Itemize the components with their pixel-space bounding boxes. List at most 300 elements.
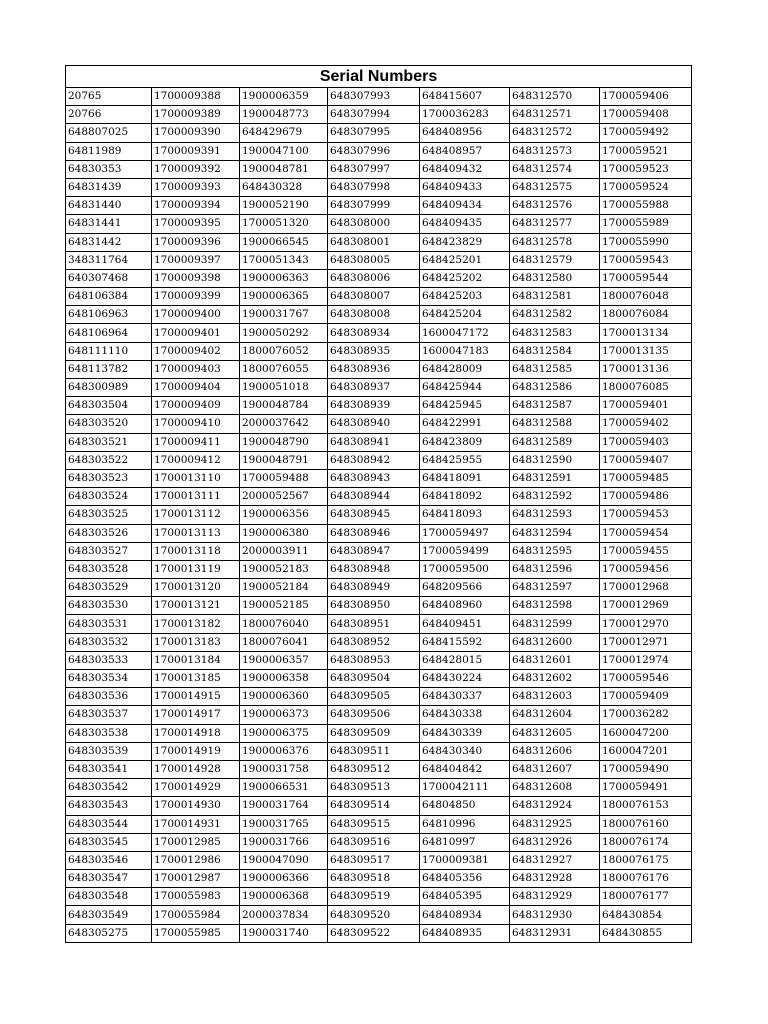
table-row — [66, 178, 692, 196]
serial-cell: 648312602 — [510, 670, 600, 688]
serial-cell: 1700009397 — [152, 251, 240, 269]
table-row — [66, 324, 692, 342]
serial-cell: 648312570 — [510, 88, 600, 106]
serial-cell: 648308947 — [328, 542, 420, 560]
serial-cell: 648308949 — [328, 579, 420, 597]
serial-cell: 64831442 — [66, 233, 152, 251]
serial-cell: 648430338 — [420, 706, 510, 724]
serial-cell: 1800076055 — [240, 360, 328, 378]
serial-cell: 1700009404 — [152, 379, 240, 397]
serial-cell: 348311764 — [66, 251, 152, 269]
serial-cell: 1700051320 — [240, 215, 328, 233]
serial-cell: 1900006358 — [240, 670, 328, 688]
serial-cell: 648312576 — [510, 197, 600, 215]
serial-cell: 648425945 — [420, 397, 510, 415]
table-row — [66, 815, 692, 833]
serial-cell: 648312575 — [510, 178, 600, 196]
serial-cell: 1700059491 — [600, 779, 692, 797]
serial-cell: 648312585 — [510, 360, 600, 378]
serial-cell: 648312924 — [510, 797, 600, 815]
serial-cell: 648312597 — [510, 579, 600, 597]
serial-cell: 648409434 — [420, 197, 510, 215]
serial-cell: 1700009400 — [152, 306, 240, 324]
serial-cell: 648312601 — [510, 651, 600, 669]
serial-cell: 1700009381 — [420, 851, 510, 869]
serial-cell: 648305275 — [66, 924, 152, 942]
serial-cell: 1700009403 — [152, 360, 240, 378]
serial-cell: 648308937 — [328, 379, 420, 397]
serial-cell: 648312929 — [510, 888, 600, 906]
serial-cell: 648428015 — [420, 651, 510, 669]
serial-cell: 64810996 — [420, 815, 510, 833]
serial-cell: 1700051343 — [240, 251, 328, 269]
table-row — [66, 88, 692, 106]
serial-cell: 648303522 — [66, 451, 152, 469]
serial-cell: 648308000 — [328, 215, 420, 233]
serial-cell: 648303539 — [66, 742, 152, 760]
serial-cell: 648408935 — [420, 924, 510, 942]
serial-cell: 648418091 — [420, 469, 510, 487]
serial-cell: 648309517 — [328, 851, 420, 869]
serial-cell: 648300989 — [66, 379, 152, 397]
serial-cell: 648312925 — [510, 815, 600, 833]
serial-cell: 648308936 — [328, 360, 420, 378]
serial-cell: 648303504 — [66, 397, 152, 415]
serial-cell: 1600047201 — [600, 742, 692, 760]
serial-cell: 1700013134 — [600, 324, 692, 342]
serial-cell: 648303537 — [66, 706, 152, 724]
serial-cell: 648308946 — [328, 524, 420, 542]
serial-cell: 648308953 — [328, 651, 420, 669]
table-row — [66, 760, 692, 778]
serial-cell: 1700013112 — [152, 506, 240, 524]
serial-cell: 2000037834 — [240, 906, 328, 924]
serial-cell: 1900006357 — [240, 651, 328, 669]
serial-cell: 648308006 — [328, 269, 420, 287]
table-row — [66, 451, 692, 469]
serial-cell: 648312590 — [510, 451, 600, 469]
serial-cell: 1700059401 — [600, 397, 692, 415]
serial-cell: 648430328 — [240, 178, 328, 196]
serial-cell: 648309514 — [328, 797, 420, 815]
serial-cell: 648312593 — [510, 506, 600, 524]
serial-cell: 648106963 — [66, 306, 152, 324]
table-row — [66, 706, 692, 724]
serial-cell: 1700013121 — [152, 597, 240, 615]
table-row — [66, 360, 692, 378]
serial-cell: 648312598 — [510, 597, 600, 615]
serial-cell: 648307997 — [328, 160, 420, 178]
serial-cell: 1900006368 — [240, 888, 328, 906]
serial-cell: 1700055983 — [152, 888, 240, 906]
table-row — [66, 851, 692, 869]
serial-cell: 648423809 — [420, 433, 510, 451]
serial-cell: 1900052183 — [240, 560, 328, 578]
table-row — [66, 833, 692, 851]
serial-cell: 1700014918 — [152, 724, 240, 742]
serial-cell: 648312578 — [510, 233, 600, 251]
serial-cell: 648423829 — [420, 233, 510, 251]
serial-cell: 648312588 — [510, 415, 600, 433]
serial-cell: 1600047200 — [600, 724, 692, 742]
serial-cell: 1900006365 — [240, 288, 328, 306]
serial-cell: 648430339 — [420, 724, 510, 742]
serial-cell: 648309515 — [328, 815, 420, 833]
serial-cell: 648308945 — [328, 506, 420, 524]
table-row — [66, 742, 692, 760]
serial-cell: 1900052184 — [240, 579, 328, 597]
serial-cell: 2000052567 — [240, 488, 328, 506]
serial-cell: 1700059544 — [600, 269, 692, 287]
serial-cell: 1700059406 — [600, 88, 692, 106]
serial-cell: 648312604 — [510, 706, 600, 724]
serial-cell: 1700059488 — [240, 469, 328, 487]
serial-cell: 1700059453 — [600, 506, 692, 524]
serial-cell: 648308948 — [328, 560, 420, 578]
serial-cell: 64810997 — [420, 833, 510, 851]
serial-cell: 1700013136 — [600, 360, 692, 378]
serial-cell: 2000037642 — [240, 415, 328, 433]
serial-cell: 1900048790 — [240, 433, 328, 451]
serial-cell: 648308935 — [328, 342, 420, 360]
serial-cell: 648308944 — [328, 488, 420, 506]
serial-cell: 1700013110 — [152, 469, 240, 487]
serial-cell: 1700014931 — [152, 815, 240, 833]
serial-cell: 648409451 — [420, 615, 510, 633]
serial-cell: 1700059408 — [600, 106, 692, 124]
serial-cell: 1700059407 — [600, 451, 692, 469]
serial-cell: 648309504 — [328, 670, 420, 688]
serial-cell: 1700055989 — [600, 215, 692, 233]
serial-cell: 1700055984 — [152, 906, 240, 924]
serial-cell: 1800076041 — [240, 633, 328, 651]
serial-cell: 64831440 — [66, 197, 152, 215]
serial-cell: 1700059546 — [600, 670, 692, 688]
serial-cell: 648307994 — [328, 106, 420, 124]
serial-cell: 648312594 — [510, 524, 600, 542]
serial-cell: 1700013135 — [600, 342, 692, 360]
serial-cell: 648312586 — [510, 379, 600, 397]
table-row — [66, 924, 692, 942]
serial-cell: 648312573 — [510, 142, 600, 160]
serial-cell: 1900052185 — [240, 597, 328, 615]
serial-cell: 1700009412 — [152, 451, 240, 469]
serial-cell: 648404842 — [420, 760, 510, 778]
serial-cell: 648309519 — [328, 888, 420, 906]
serial-cell: 1700012971 — [600, 633, 692, 651]
serial-cell: 648303545 — [66, 833, 152, 851]
serial-cell: 648312574 — [510, 160, 600, 178]
table-row — [66, 342, 692, 360]
serial-cell: 648308952 — [328, 633, 420, 651]
serial-cell: 1900006376 — [240, 742, 328, 760]
serial-cell: 64831441 — [66, 215, 152, 233]
serial-cell: 1900052190 — [240, 197, 328, 215]
serial-cell: 1700009402 — [152, 342, 240, 360]
serial-cell: 648312926 — [510, 833, 600, 851]
serial-cell: 648425202 — [420, 269, 510, 287]
serial-cell: 1900006363 — [240, 269, 328, 287]
serial-cell: 1800076175 — [600, 851, 692, 869]
serial-cell: 1700059486 — [600, 488, 692, 506]
serial-cell: 648309505 — [328, 688, 420, 706]
serial-cell: 648807025 — [66, 124, 152, 142]
serial-cell: 648303524 — [66, 488, 152, 506]
table-row — [66, 142, 692, 160]
table-row — [66, 579, 692, 597]
serial-cell: 648308951 — [328, 615, 420, 633]
serial-cell: 648307996 — [328, 142, 420, 160]
serial-cell: 648425203 — [420, 288, 510, 306]
serial-cell: 648308940 — [328, 415, 420, 433]
serial-cell: 648312583 — [510, 324, 600, 342]
serial-cell: 648307995 — [328, 124, 420, 142]
serial-cell: 1700009392 — [152, 160, 240, 178]
serial-cell: 648425955 — [420, 451, 510, 469]
serial-cell: 1700012970 — [600, 615, 692, 633]
serial-cell: 640307468 — [66, 269, 152, 287]
serial-cell: 1900006366 — [240, 870, 328, 888]
serial-cell: 1900031758 — [240, 760, 328, 778]
serial-cell: 1800076040 — [240, 615, 328, 633]
table-row — [66, 870, 692, 888]
serial-cell: 648307999 — [328, 197, 420, 215]
serial-cell: 1900006360 — [240, 688, 328, 706]
serial-cell: 648425201 — [420, 251, 510, 269]
table-row — [66, 306, 692, 324]
serial-cell: 1700013113 — [152, 524, 240, 542]
table-row — [66, 469, 692, 487]
table-row — [66, 251, 692, 269]
table-row — [66, 197, 692, 215]
serial-cell: 648308005 — [328, 251, 420, 269]
serial-cell: 648312589 — [510, 433, 600, 451]
serial-cell: 648303541 — [66, 760, 152, 778]
serial-cell: 1700059454 — [600, 524, 692, 542]
serial-cell: 648309509 — [328, 724, 420, 742]
table-row — [66, 597, 692, 615]
serial-cell: 648308942 — [328, 451, 420, 469]
serial-cell: 1900048784 — [240, 397, 328, 415]
serial-cell: 648106964 — [66, 324, 152, 342]
table-row — [66, 124, 692, 142]
serial-cell: 648425204 — [420, 306, 510, 324]
serial-cell: 648303525 — [66, 506, 152, 524]
serial-cell: 1600047172 — [420, 324, 510, 342]
serial-cell: 648309513 — [328, 779, 420, 797]
serial-cell: 648425944 — [420, 379, 510, 397]
serial-cell: 20766 — [66, 106, 152, 124]
serial-cell: 648303538 — [66, 724, 152, 742]
serial-cell: 1700009396 — [152, 233, 240, 251]
serial-cell: 1700059456 — [600, 560, 692, 578]
serial-cell: 648312571 — [510, 106, 600, 124]
table-row — [66, 524, 692, 542]
serial-cell: 648308941 — [328, 433, 420, 451]
serial-cell: 1700009391 — [152, 142, 240, 160]
serial-cell: 1700059497 — [420, 524, 510, 542]
serial-cell: 648309512 — [328, 760, 420, 778]
serial-cell: 648111110 — [66, 342, 152, 360]
serial-cell: 648303520 — [66, 415, 152, 433]
table-row — [66, 433, 692, 451]
serial-cell: 648309511 — [328, 742, 420, 760]
serial-cell: 648303521 — [66, 433, 152, 451]
serial-cell: 648303531 — [66, 615, 152, 633]
serial-cell: 648415607 — [420, 88, 510, 106]
serial-cell: 648408934 — [420, 906, 510, 924]
serial-cell: 648303544 — [66, 815, 152, 833]
serial-cell: 648409433 — [420, 178, 510, 196]
serial-cell: 1700013182 — [152, 615, 240, 633]
serial-cell: 1900031765 — [240, 815, 328, 833]
serial-cell: 648309520 — [328, 906, 420, 924]
serial-cell: 1900066531 — [240, 779, 328, 797]
serial-cell: 648303534 — [66, 670, 152, 688]
serial-cell: 1700014919 — [152, 742, 240, 760]
serial-cell: 1700013111 — [152, 488, 240, 506]
serial-cell: 648312595 — [510, 542, 600, 560]
serial-cell: 1700013118 — [152, 542, 240, 560]
serial-cell: 1700036283 — [420, 106, 510, 124]
serial-cell: 648308008 — [328, 306, 420, 324]
table-row — [66, 670, 692, 688]
serial-cell: 1700009390 — [152, 124, 240, 142]
serial-cell: 1900031767 — [240, 306, 328, 324]
serial-cell: 648303528 — [66, 560, 152, 578]
serial-cell: 1800076085 — [600, 379, 692, 397]
serial-cell: 648106384 — [66, 288, 152, 306]
serial-cell: 648309506 — [328, 706, 420, 724]
serial-cell: 648408960 — [420, 597, 510, 615]
serial-cell: 1700013184 — [152, 651, 240, 669]
serial-cell: 1800076174 — [600, 833, 692, 851]
serial-cell: 1800076153 — [600, 797, 692, 815]
serial-cell: 1700012968 — [600, 579, 692, 597]
table-row — [66, 379, 692, 397]
serial-cell: 648113782 — [66, 360, 152, 378]
serial-cell: 1700009411 — [152, 433, 240, 451]
serial-cell: 648418093 — [420, 506, 510, 524]
serial-cell: 648303549 — [66, 906, 152, 924]
serial-cell: 648430224 — [420, 670, 510, 688]
serial-cell: 1800076176 — [600, 870, 692, 888]
serial-cell: 1700059523 — [600, 160, 692, 178]
serial-cell: 648312577 — [510, 215, 600, 233]
serial-cell: 648312605 — [510, 724, 600, 742]
serial-cell: 1700012974 — [600, 651, 692, 669]
serial-cell: 1700012986 — [152, 851, 240, 869]
serial-cell: 1700059492 — [600, 124, 692, 142]
table-body — [66, 88, 692, 943]
table-row — [66, 269, 692, 287]
serial-cell: 1900006356 — [240, 506, 328, 524]
serial-cell: 648308943 — [328, 469, 420, 487]
serial-cell: 1700014928 — [152, 760, 240, 778]
serial-cell: 648303533 — [66, 651, 152, 669]
serial-cell: 1700059524 — [600, 178, 692, 196]
table-row — [66, 397, 692, 415]
table-row — [66, 615, 692, 633]
serial-cell: 1900047100 — [240, 142, 328, 160]
serial-cell: 648415592 — [420, 633, 510, 651]
serial-cell: 648309518 — [328, 870, 420, 888]
table-row — [66, 779, 692, 797]
table-row — [66, 415, 692, 433]
serial-cell: 1700055988 — [600, 197, 692, 215]
serial-cell: 648308939 — [328, 397, 420, 415]
serial-cell: 1800076052 — [240, 342, 328, 360]
serial-cell: 648303543 — [66, 797, 152, 815]
serial-cell: 1700009399 — [152, 288, 240, 306]
serial-cell: 1700059402 — [600, 415, 692, 433]
serial-cell: 1700059485 — [600, 469, 692, 487]
serial-cell: 648430855 — [600, 924, 692, 942]
serial-cell: 1900031764 — [240, 797, 328, 815]
serial-cell: 1700036282 — [600, 706, 692, 724]
serial-cell: 648312582 — [510, 306, 600, 324]
serial-cell: 648312607 — [510, 760, 600, 778]
serial-cell: 648405356 — [420, 870, 510, 888]
serial-cell: 648418092 — [420, 488, 510, 506]
serial-cell: 1800076084 — [600, 306, 692, 324]
table-row — [66, 560, 692, 578]
serial-cell: 648312579 — [510, 251, 600, 269]
title-row — [66, 66, 692, 88]
serial-cell: 1700059543 — [600, 251, 692, 269]
serial-cell: 648303529 — [66, 579, 152, 597]
serial-cell: 1900031740 — [240, 924, 328, 942]
serial-cell: 648430337 — [420, 688, 510, 706]
serial-cell: 648428009 — [420, 360, 510, 378]
serial-cell: 1900031766 — [240, 833, 328, 851]
serial-cell: 648209566 — [420, 579, 510, 597]
serial-cell: 1700014930 — [152, 797, 240, 815]
serial-cell: 1900048791 — [240, 451, 328, 469]
serial-cell: 648422991 — [420, 415, 510, 433]
serial-cell: 1700014929 — [152, 779, 240, 797]
serial-cell: 1700009409 — [152, 397, 240, 415]
table-row — [66, 633, 692, 651]
serial-cell: 648307998 — [328, 178, 420, 196]
serial-cell: 648303547 — [66, 870, 152, 888]
serial-cell: 1800076177 — [600, 888, 692, 906]
table-row — [66, 906, 692, 924]
serial-cell: 1800076160 — [600, 815, 692, 833]
serial-cell: 648312603 — [510, 688, 600, 706]
serial-cell: 648309516 — [328, 833, 420, 851]
serial-cell: 648405395 — [420, 888, 510, 906]
serial-cell: 648303542 — [66, 779, 152, 797]
serial-cell: 1700013183 — [152, 633, 240, 651]
serial-cell: 648312931 — [510, 924, 600, 942]
serial-cell: 1900006375 — [240, 724, 328, 742]
serial-cell: 1700059409 — [600, 688, 692, 706]
serial-cell: 1700009395 — [152, 215, 240, 233]
table-row — [66, 106, 692, 124]
serial-cell: 648303530 — [66, 597, 152, 615]
serial-cell: 1700012969 — [600, 597, 692, 615]
serial-cell: 1800076048 — [600, 288, 692, 306]
serial-cell: 648312592 — [510, 488, 600, 506]
serial-cell: 1700009394 — [152, 197, 240, 215]
serial-cell: 1700012985 — [152, 833, 240, 851]
serial-cell: 648308001 — [328, 233, 420, 251]
serial-cell: 648312572 — [510, 124, 600, 142]
serial-cell: 2000003911 — [240, 542, 328, 560]
table-row — [66, 724, 692, 742]
serial-cell: 1700009393 — [152, 178, 240, 196]
